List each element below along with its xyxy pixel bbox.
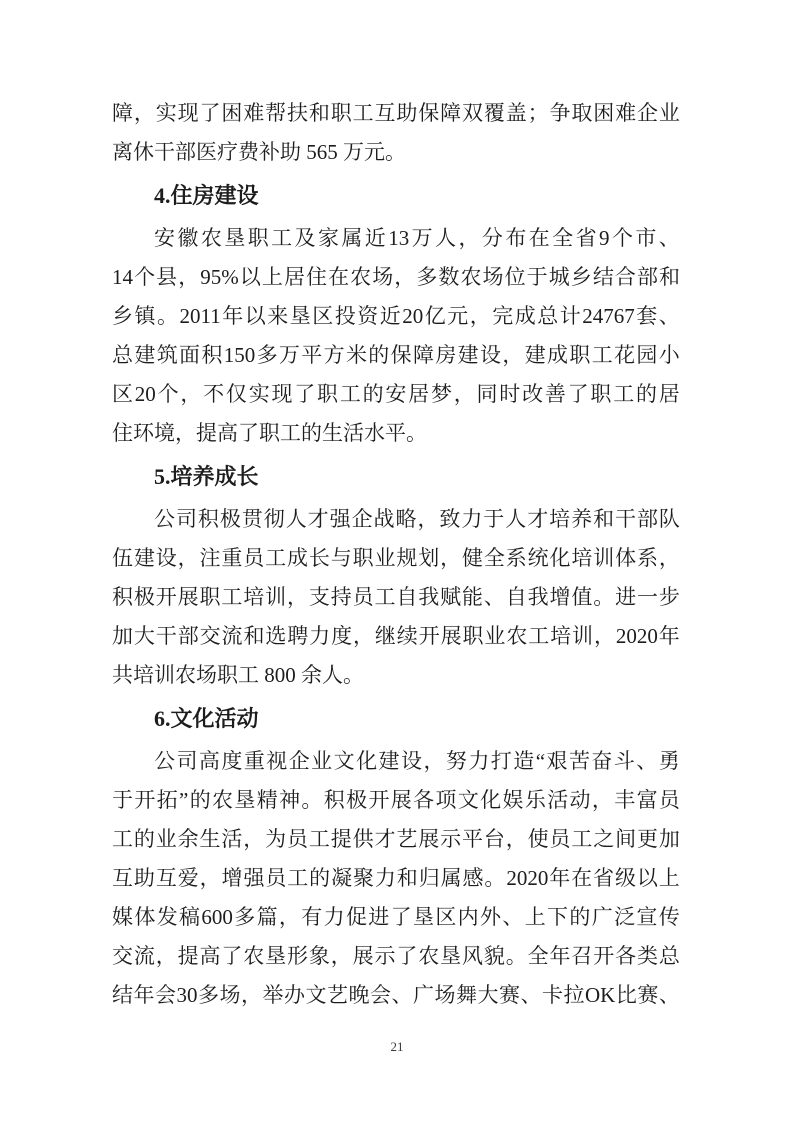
text-line: 6.文化活动 — [154, 706, 259, 731]
text-line: 公 司 高 度 重 视 企 业 文 化 建 设 ， 努 力 打 造 “ 艰 苦 奋 斗 、 勇 — [154, 749, 680, 773]
text-line: 互 助 互 爱 ， 增 强 员 工 的 凝 聚 力 和 归 属 感 。 2020 年 在 省 级 以 上 — [112, 866, 680, 890]
text-line: 5.培养成长 — [154, 464, 259, 489]
text-line: 共培训农场职工 800 余人。 — [112, 663, 364, 687]
text-line: 4.住房建设 — [154, 183, 259, 208]
section-heading — [112, 176, 680, 215]
text-line: 障 ， 实 现 了 困 难 帮 扶 和 职 工 互 助 保 障 双 覆 盖 ； 争 取 困 难 企 业 — [112, 101, 680, 125]
text-line: 加 大 干 部 交 流 和 选 聘 力 度 ， 继 续 开 展 职 业 农 工 培 训 ， 2020 年 — [112, 624, 680, 648]
section-heading — [112, 457, 680, 496]
document-content — [112, 94, 680, 1015]
text-line: 结 年 会 30 多 场 ， 举 办 文 艺 晚 会 、 广 场 舞 大 赛 、 卡 拉 OK 比 赛 、 — [112, 983, 680, 1007]
paragraph — [112, 500, 680, 695]
text-line: 伍 建 设 ， 注 重 员 工 成 长 与 职 业 规 划 ， 健 全 系 统 化 培 训 体 系 ， — [112, 546, 680, 570]
paragraph — [112, 742, 680, 1015]
paragraph — [112, 219, 680, 453]
text-line: 14 个 县 ， 95% 以 上 居 住 在 农 场 ， 多 数 农 场 位 于 城 乡 结 合 部 和 — [112, 265, 680, 289]
text-line: 交 流 ， 提 高 了 农 垦 形 象 ， 展 示 了 农 垦 风 貌 。 全 年 召 开 各 类 总 — [112, 944, 680, 968]
text-line: 乡 镇 。 2011 年 以 来 垦 区 投 资 近 20 亿 元 ， 完 成 总 计 24767 套 、 — [112, 304, 680, 328]
text-line: 公 司 积 极 贯 彻 人 才 强 企 战 略 ， 致 力 于 人 才 培 养 和 干 部 队 — [154, 507, 680, 531]
text-line: 住环境，提高了职工的生活水平。 — [112, 421, 427, 445]
text-line: 总 建 筑 面 积 150 多 万 平 方 米 的 保 障 房 建 设 ， 建 成 职 工 花 园 小 — [112, 343, 680, 367]
text-line: 离休干部医疗费补助 565 万元。 — [112, 140, 406, 164]
text-line: 工 的 业 余 生 活 ， 为 员 工 提 供 才 艺 展 示 平 台 ， 使 员 工 之 间 更 加 — [112, 827, 680, 851]
text-line: 区 20 个 ， 不 仅 实 现 了 职 工 的 安 居 梦 ， 同 时 改 善 了 职 工 的 居 — [112, 382, 680, 406]
page-number: 21 — [390, 1039, 404, 1054]
text-line: 于 开 拓 ” 的 农 垦 精 神 。 积 极 开 展 各 项 文 化 娱 乐 活 动 ， 丰 富 员 — [112, 788, 680, 812]
section-heading — [112, 699, 680, 738]
text-line: 媒 体 发 稿 600 多 篇 ， 有 力 促 进 了 垦 区 内 外 、 上 下 的 广 泛 宣 传 — [112, 905, 680, 929]
text-line: 安 徽 农 垦 职 工 及 家 属 近 13 万 人 ， 分 布 在 全 省 9 个 市 、 — [154, 226, 680, 250]
paragraph — [112, 94, 680, 172]
text-line: 积 极 开 展 职 工 培 训 ， 支 持 员 工 自 我 赋 能 、 自 我 增 值 。 进 一 步 — [112, 585, 680, 609]
